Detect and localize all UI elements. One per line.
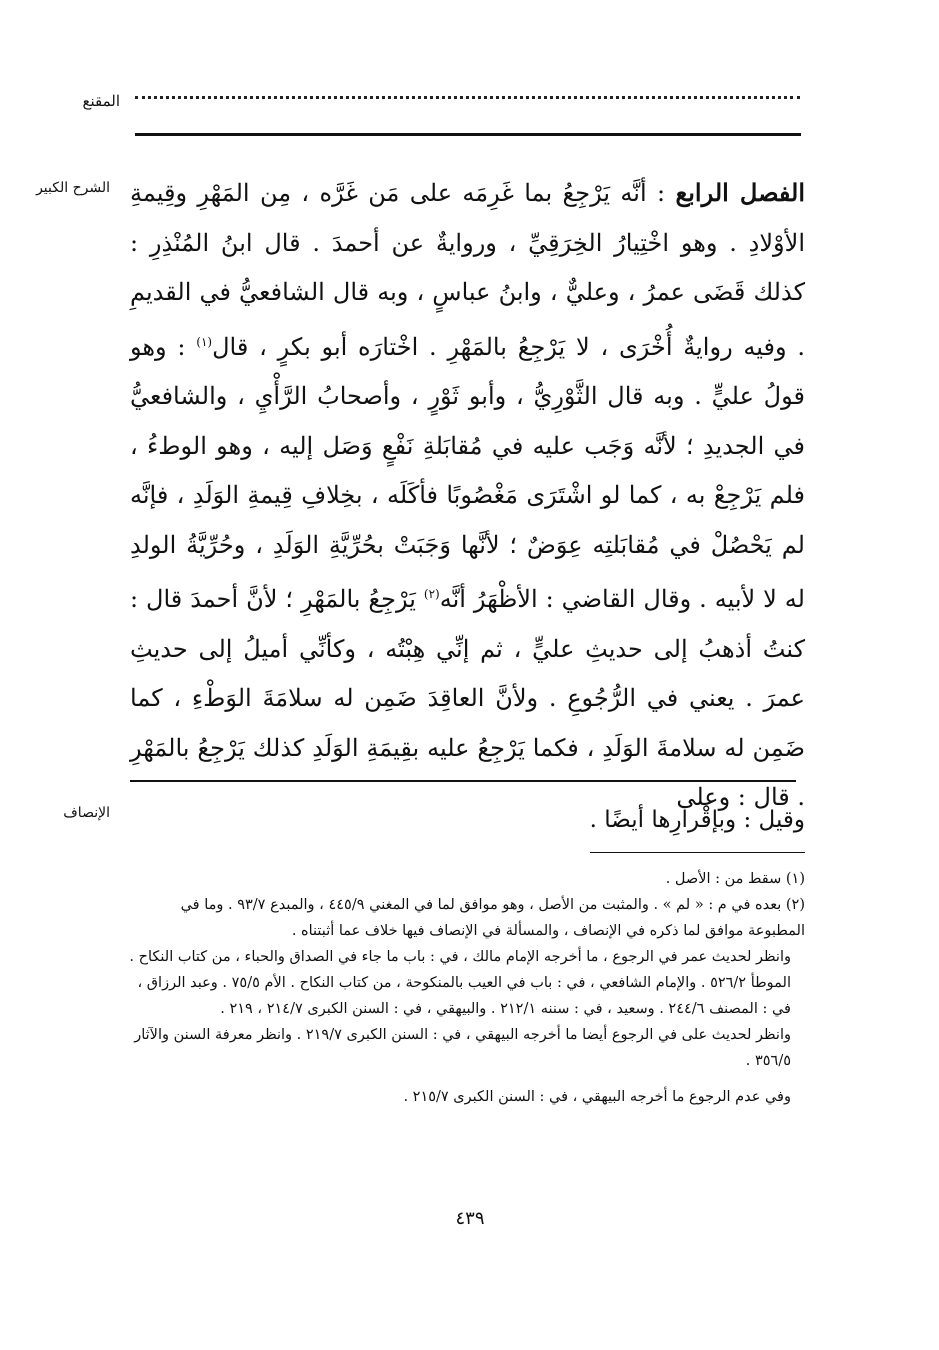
footnote-ref-2: (٢)	[423, 587, 440, 601]
footnote-2: (٢) بعده في م : « لم » . والمثبت من الأصل ، وهو موافق لما في المغني ٤٤٥/٩ ، والمبدع ٩٣/٧ . وما في المطبوعة موافق لما ذكره في الإنصاف ، والمسألة في الإنصاف فيها خلاف عما أثبتناه .	[180, 897, 805, 939]
footnotes	[125, 866, 805, 1110]
header-dotted-leader	[135, 96, 800, 99]
footnote-rule	[590, 852, 805, 853]
margin-label-sharh: الشرح الكبير	[36, 180, 110, 196]
main-text-part-c: يَرْجِعُ بالمَهْرِ ؛ لأنَّ أحمدَ قال : كنتُ أذهبُ إلى حديثِ عليٍّ ، ثم إنِّي هِبْتُه ، وكأنِّي أميلُ إلى حديثِ عمرَ . يعني في الرُّجُوعِ . ولأنَّ العاقِدَ ضَمِن له سلامَةَ الوَطْءِ ، كما ضَمِن له سلامةَ الوَلَدِ ، فكما يَرْجِعُ عليه بقِيمَةِ الوَلَدِ كذلك يَرْجِعُ بالمَهْرِ . قال : وعلى	[130, 585, 805, 811]
footnote-1: (١) سقط من : الأصل .	[665, 871, 805, 887]
section-divider	[130, 780, 796, 782]
page-number: ٤٣٩	[455, 1208, 485, 1229]
header-rule	[135, 133, 801, 136]
footnote-note-3: وفي عدم الرجوع ما أخرجه البيهقي ، في : السنن الكبرى ٢١٥/٧ .	[403, 1089, 791, 1105]
footnote-note-1: وانظر لحديث عمر في الرجوع ، ما أخرجه الإمام مالك ، في : باب ما جاء في الصداق والحباء ، من كتاب النكاح . الموطأ ٥٢٦/٢ . والإمام الشافعي ، في : باب في العيب بالمنكوحة ، من كتاب النكاح . الأم ٧٥/٥ . وعبد الرزاق ، في : المصنف ٢٤٤/٦ . وسعيد ، في : سننه ٢١٢/١ . والبيهقي ، في : السنن الكبرى ٢١٤/٧ ، ٢١٩ .	[129, 949, 791, 1017]
main-commentary-text	[130, 168, 805, 823]
margin-label-insaf: الإنصاف	[63, 805, 110, 821]
insaf-text: وقيل : وبإقْرارِها أيضًا .	[589, 807, 805, 833]
footnote-ref-1: (١)	[196, 334, 213, 349]
main-text-part-a: : أنَّه يَرْجِعُ بما غَرِمَه على مَن غَرَّه ، مِن المَهْرِ وقِيمةِ الأوْلادِ . وهو اخْتِيارُ الخِرَقِيِّ ، وروايةٌ عن أحمدَ . قال ابنُ المُنْذِرِ : كذلك قَضَى عمرُ ، وعليٌّ ، وابنُ عباسٍ ، وبه قال الشافعيُّ في القديمِ . وفيه روايةٌ أُخْرَى ، لا يَرْجِعُ بالمَهْرِ . اخْتارَه أبو بكرٍ ، قال	[130, 179, 805, 361]
footnote-note-2: وانظر لحديث على في الرجوع أيضا ما أخرجه البيهقي ، في : السنن الكبرى ٢١٩/٧ . وانظر معرفة السنن والآثار ٣٥٦/٥ .	[134, 1027, 791, 1069]
main-text-part-b: : وهو قولُ عليٍّ . وبه قال الثَّوْرِيُّ ، وأبو ثَوْرٍ ، وأصحابُ الرَّأْيِ ، والشافعيُّ في الجديدِ ؛ لأنَّه وَجَب عليه في مُقابَلةِ نَفْعٍ وَصَل إليه ، وهو الوطءُ ، فلم يَرْجِعْ به ، كما لو اشْتَرَى مَغْصُوبًا فأكَلَه ، بخِلافِ قِيمةِ الوَلَدِ ، فإنَّه لم يَحْصُلْ في مُقابَلتِه عِوَضٌ ؛ لأنَّها وَجَبَتْ بحُرِّيَّةِ الوَلَدِ ، وحُرِّيَّةُ الولدِ له لا لأبيه . وقال القاضي : الأظْهَرُ أنَّه	[130, 332, 805, 613]
section-heading: الفصل الرابع	[675, 178, 805, 207]
running-header-title: المقنع	[82, 92, 120, 110]
